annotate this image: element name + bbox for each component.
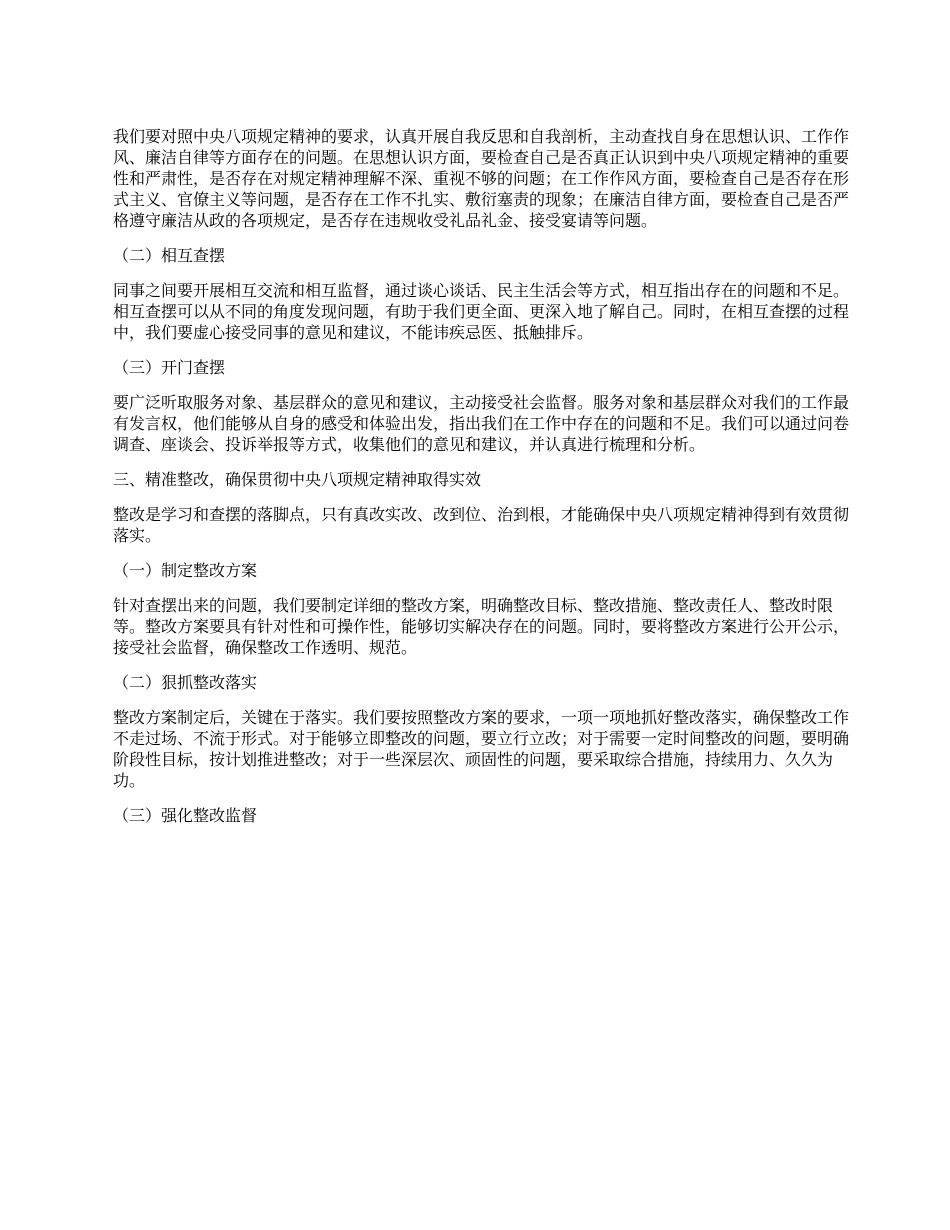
heading-rectification-implementation: （二）狠抓整改落实 xyxy=(113,673,258,692)
paragraph-rectification-implementation: 整改方案制定后，关键在于落实。我们要按照整改方案的要求，一项一项地抓好整改落实，确保整改工作不走过场、不流于形式。对于能够立即整改的问题，要立行立改；对于需要一定时间整改的问题，要明确阶段性目标，按计划推进整改；对于一些深层次、顽固性的问题，要采取综合措施，持续用力、久久为功。 xyxy=(113,708,850,790)
paragraph-mutual-review: 同事之间要开展相互交流和相互监督，通过谈心谈话、民主生活会等方式，相互指出存在的问题和不足。相互查摆可以从不同的角度发现问题，有助于我们更全面、更深入地了解自己。同时，在相互查摆的过程中，我们要虚心接受同事的意见和建议，不能讳疾忌医、抵触排斥。 xyxy=(113,281,850,342)
paragraph-self-examination: 我们要对照中央八项规定精神的要求，认真开展自我反思和自我剖析，主动查找自身在思想认识、工作作风、廉洁自律等方面存在的问题。在思想认识方面，要检查自己是否真正认识到中央八项规定精神的重要性和严肃性，是否存在对规定精神理解不深、重视不够的问题；在工作作风方面，要检查自己是否存在形式主义、官僚主义等问题，是否存在工作不扎实、敷衍塞责的现象；在廉洁自律方面，要检查自己是否严格遵守廉洁从政的各项规定，是否存在违规收受礼品礼金、接受宴请等问题。 xyxy=(113,127,850,230)
heading-section-three: 三、精准整改，确保贯彻中央八项规定精神取得实效 xyxy=(113,470,482,489)
heading-rectification-supervision: （三）强化整改监督 xyxy=(113,806,258,825)
heading-rectification-plan: （一）制定整改方案 xyxy=(113,561,258,580)
document-page xyxy=(113,126,857,840)
heading-open-review: （三）开门查摆 xyxy=(113,358,226,377)
paragraph-rectification-plan: 针对查摆出来的问题，我们要制定详细的整改方案，明确整改目标、整改措施、整改责任人、整改时限等。整改方案要具有针对性和可操作性，能够切实解决存在的问题。同时，要将整改方案进行公开公示，接受社会监督，确保整改工作透明、规范。 xyxy=(113,596,850,657)
heading-mutual-review: （二）相互查摆 xyxy=(113,246,226,265)
paragraph-open-review: 要广泛听取服务对象、基层群众的意见和建议，主动接受社会监督。服务对象和基层群众对我们的工作最有发言权，他们能够从自身的感受和体验出发，指出我们在工作中存在的问题和不足。我们可以通过问卷调查、座谈会、投诉举报等方式，收集他们的意见和建议，并认真进行梳理和分析。 xyxy=(113,393,850,454)
paragraph-section-three-intro: 整改是学习和查摆的落脚点，只有真改实改、改到位、治到根，才能确保中央八项规定精神得到有效贯彻落实。 xyxy=(113,505,850,545)
